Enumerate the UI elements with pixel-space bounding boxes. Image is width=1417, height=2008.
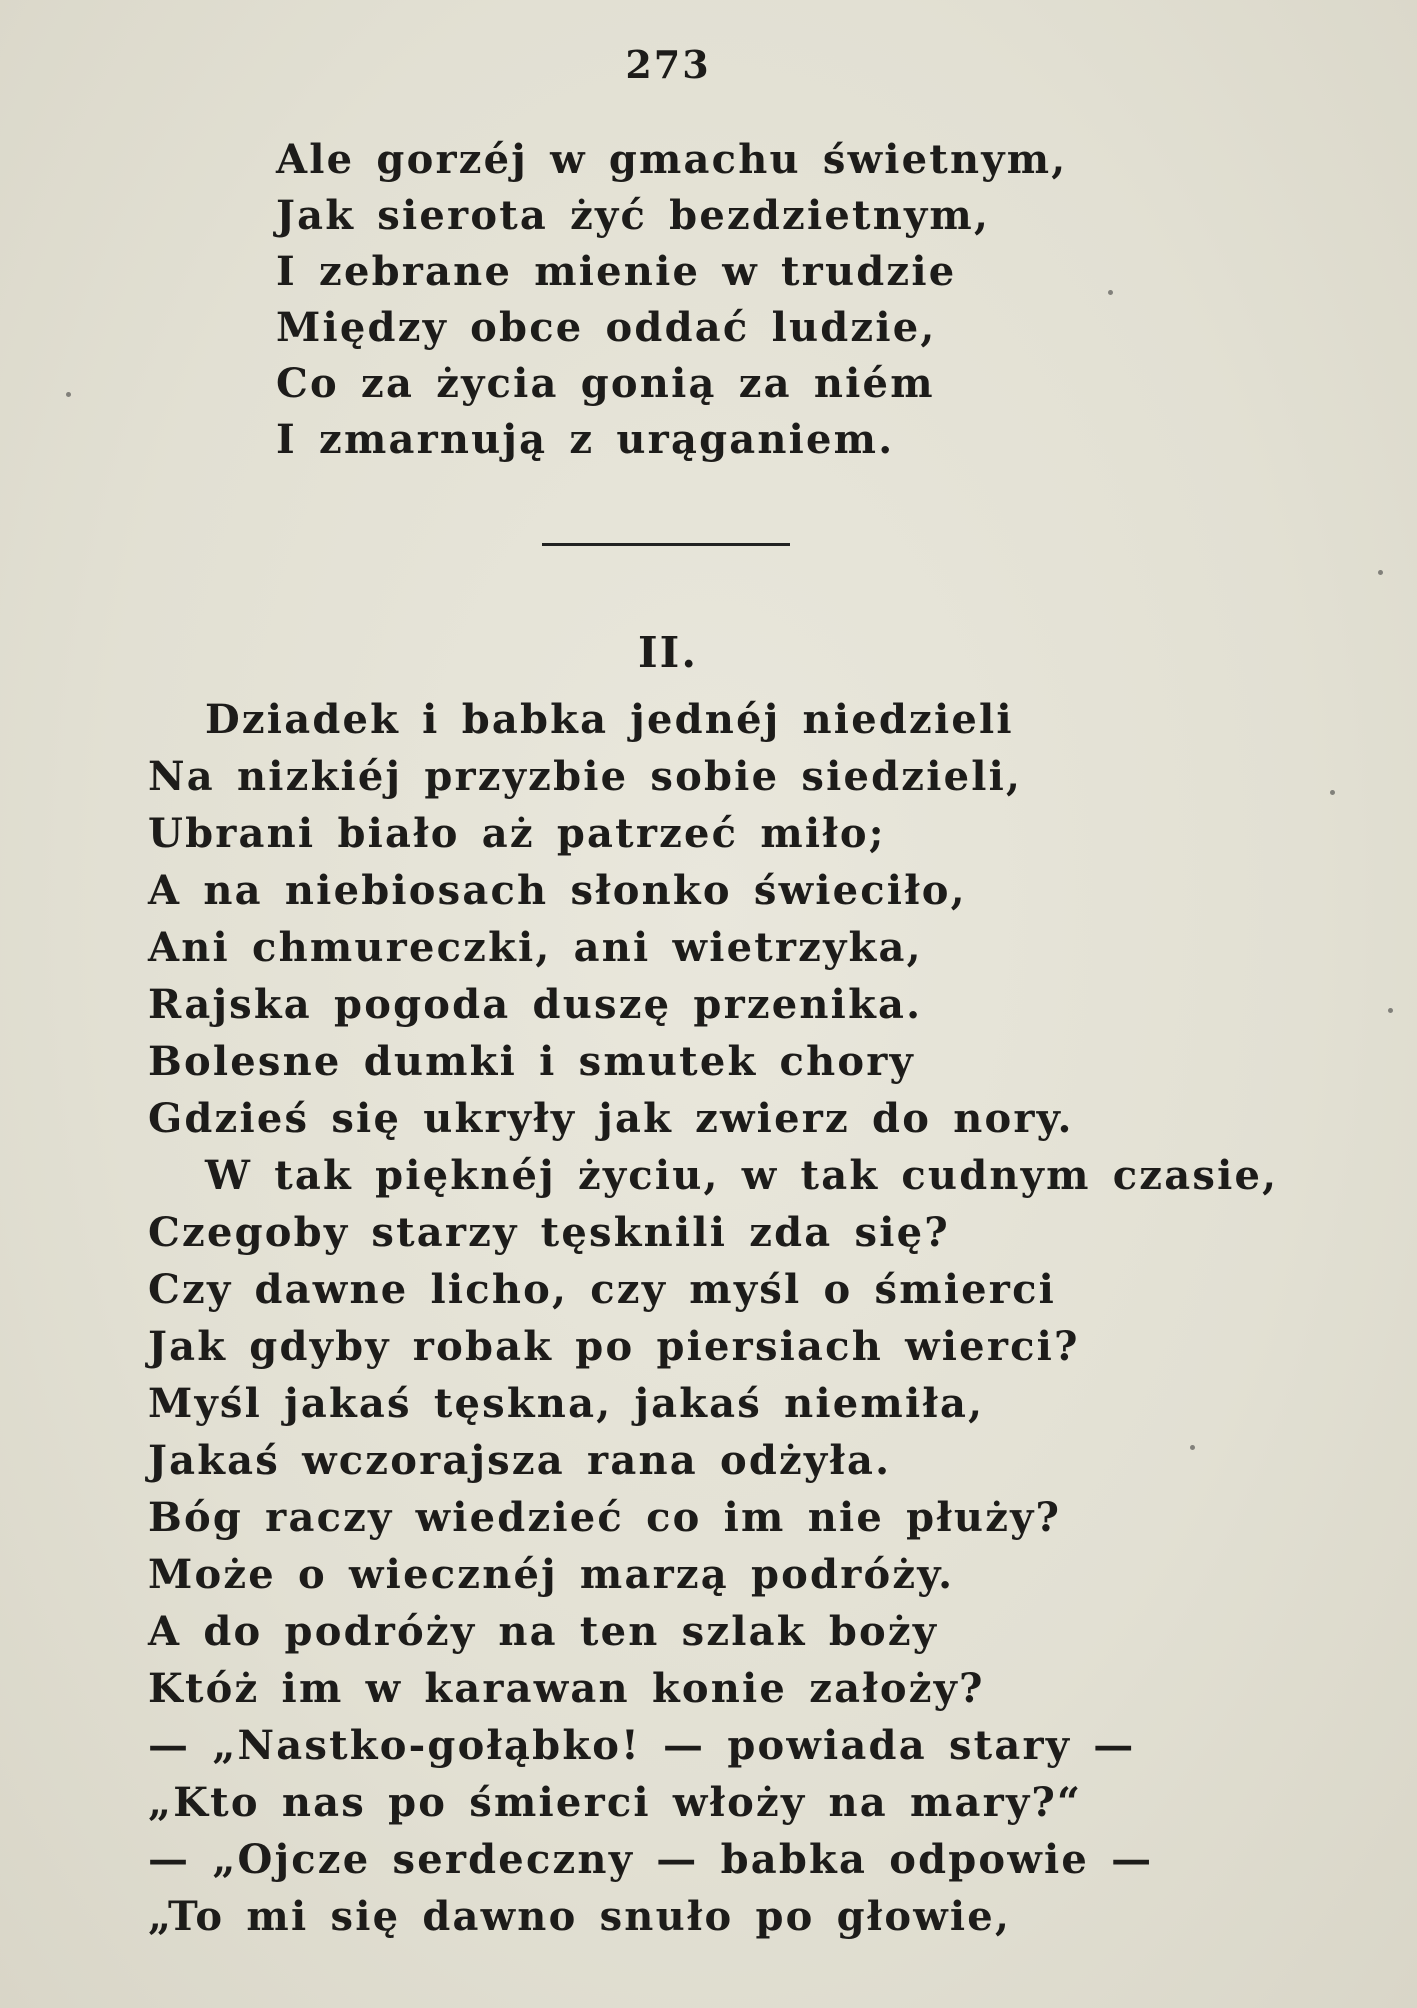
stanza-2-line-19: — „Nastko-gołąbko! — powiada stary — [148, 1722, 1136, 1769]
stanza-2-line-7: Bolesne dumki i smutek chory [148, 1038, 915, 1085]
stanza-1-line-4: Między obce oddać ludzie, [276, 304, 937, 351]
stanza-2-line-10: Czegoby starzy tęsknili zda się? [148, 1209, 950, 1256]
stanza-2-line-5: Ani chmureczki, ani wietrzyka, [148, 924, 923, 971]
stanza-1-line-2: Jak sierota żyć bezdzietnym, [276, 192, 991, 239]
stanza-2-line-15: Bóg raczy wiedzieć co im nie płuży? [148, 1494, 1062, 1541]
section-divider [542, 543, 790, 546]
stanza-2-line-3: Ubrani biało aż patrzeć miło; [148, 810, 886, 857]
scan-speck [66, 392, 71, 397]
stanza-2-line-9: W tak pięknéj życiu, w tak cudnym czasie, [205, 1152, 1279, 1199]
stanza-1-line-6: I zmarnują z urąganiem. [276, 416, 895, 463]
stanza-2-line-13: Myśl jakaś tęskna, jakaś niemiła, [148, 1380, 985, 1427]
scan-speck [1378, 570, 1383, 575]
stanza-2-line-12: Jak gdyby robak po piersiach wierci? [148, 1323, 1080, 1370]
stanza-1-line-5: Co za życia gonią za niém [276, 360, 935, 407]
stanza-2-line-1: Dziadek i babka jednéj niedzieli [205, 696, 1014, 743]
scan-speck [1330, 790, 1335, 795]
stanza-2-line-18: Któż im w karawan konie założy? [148, 1665, 985, 1712]
stanza-1-line-3: I zebrane mienie w trudzie [276, 248, 957, 295]
stanza-2-line-2: Na nizkiéj przyzbie sobie siedzieli, [148, 753, 1023, 800]
scan-speck [1190, 1445, 1195, 1450]
stanza-2-line-8: Gdzieś się ukryły jak zwierz do nory. [148, 1095, 1074, 1142]
scan-speck [1108, 290, 1113, 295]
stanza-2-line-14: Jakaś wczorajsza rana odżyła. [148, 1437, 892, 1484]
stanza-2-line-17: A do podróży na ten szlak boży [148, 1608, 939, 1655]
stanza-2-line-16: Może o wiecznéj marzą podróży. [148, 1551, 955, 1598]
stanza-2-line-20: „Kto nas po śmierci włoży na mary?“ [148, 1779, 1083, 1826]
stanza-1-line-1: Ale gorzéj w gmachu świetnym, [276, 136, 1068, 183]
stanza-2-line-11: Czy dawne licho, czy myśl o śmierci [148, 1266, 1057, 1313]
section-heading: II. [638, 628, 698, 677]
stanza-2-line-22: „To mi się dawno snuło po głowie, [148, 1893, 1012, 1940]
stanza-2-line-6: Rajska pogoda duszę przenika. [148, 981, 923, 1028]
stanza-2-line-4: A na niebiosach słonko świeciło, [148, 867, 967, 914]
scan-speck [1388, 1008, 1393, 1013]
page-number: 273 [625, 42, 711, 87]
stanza-2-line-21: — „Ojcze serdeczny — babka odpowie — [148, 1836, 1154, 1883]
